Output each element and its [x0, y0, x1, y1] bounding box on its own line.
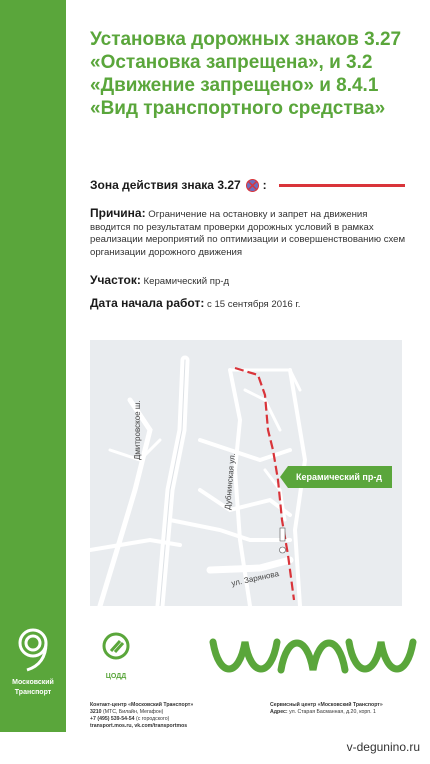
- decorative-wave-icon: [205, 628, 420, 684]
- street-dubninskaya: Дубнинская ул.: [223, 452, 237, 511]
- transport-emblem-icon: [13, 628, 53, 672]
- site-block: [90, 273, 410, 287]
- service-address: ул. Старая Басманная, д.20, корп. 1: [289, 709, 376, 715]
- page-title: Установка дорожных знаков 3.27 «Остановка запрещена», и 3.2 «Движение запрещено» и 8.4.1 «Вид транспортного средства»: [90, 29, 402, 119]
- site-value: Керамический пр-д: [143, 276, 230, 287]
- contact-short-number: 3210: [90, 709, 102, 715]
- signs-marker-icon: [280, 528, 286, 553]
- service-center: [270, 702, 420, 716]
- start-date-label: Дата начала работ:: [90, 296, 205, 310]
- zone-suffix: :: [262, 178, 267, 192]
- start-date-block: [90, 296, 410, 310]
- zone-label: Зона действия знака 3.27: [90, 178, 241, 192]
- contact-phone: +7 (495) 539-54-54: [90, 716, 135, 722]
- service-center-title: Сервисный центр «Московский Транспорт»: [270, 702, 383, 708]
- no-stopping-sign-icon: [246, 179, 259, 192]
- reason-label: Причина:: [90, 206, 146, 220]
- zone-red-line: [279, 184, 405, 187]
- watermark: v-degunino.ru: [346, 740, 420, 754]
- reason-block: [90, 207, 410, 259]
- side-bar: [0, 0, 66, 732]
- contact-center-title: Контакт-центр «Московский Транспорт»: [90, 702, 194, 708]
- codd-emblem-icon: [98, 630, 134, 666]
- reason-text: Ограничение на остановку и запрет на движения вводится по результатам проверки дорожных условий в рамках реализации мероприятий по оптимизации и совершенствованию схем организации дорожного движения: [90, 209, 406, 258]
- zone-row: [90, 178, 405, 192]
- codd-label: ЦОДД: [105, 673, 127, 680]
- codd-logo: [96, 630, 136, 680]
- map-callout: Керамический пр-д: [288, 466, 392, 488]
- contact-operators: (МТС, Билайн, Мегафон): [103, 709, 164, 715]
- contact-links: transport.mos.ru, vk.com/transportmos: [90, 723, 188, 729]
- side-logo-line2: Транспорт: [14, 689, 52, 696]
- street-dmitrovskoe: Дмитровское ш.: [133, 400, 142, 460]
- site-label: Участок:: [90, 273, 141, 287]
- moscow-transport-logo: [6, 628, 60, 697]
- service-address-label: Адрес:: [270, 709, 288, 715]
- contact-center: [90, 702, 260, 730]
- contact-phone-note: (с городского): [136, 716, 170, 722]
- street-zaryanova: ул. Зарянова: [230, 569, 280, 588]
- start-date-value: с 15 сентября 2016 г.: [207, 299, 301, 310]
- side-logo-line1: Московский: [12, 679, 54, 686]
